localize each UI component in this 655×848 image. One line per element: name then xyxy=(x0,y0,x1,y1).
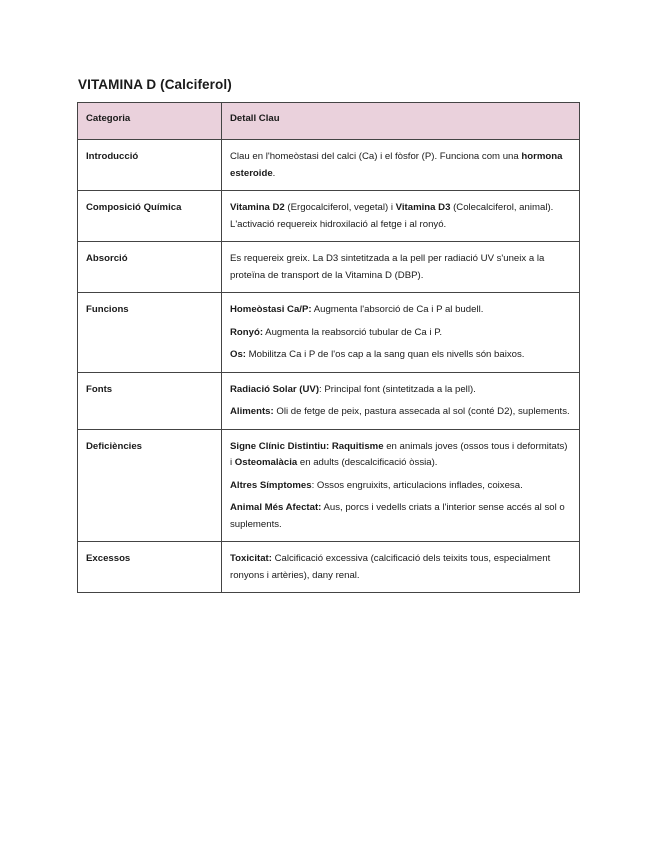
column-header-categoria: Categoria xyxy=(78,103,222,140)
detail-bold-text: Raquitisme xyxy=(331,440,384,452)
detail-text: Oli de fetge de peix, pastura assecada al sol (conté D2), suplements. xyxy=(273,406,570,417)
detail-line xyxy=(230,478,571,495)
detail-text: (Colecalciferol, animal). L'activació requereix hidroxilació al fetge i al ronyó. xyxy=(230,202,554,230)
detail-bold-text: Homeòstasi Ca/P: xyxy=(230,304,312,315)
table-row xyxy=(78,293,580,373)
table-row xyxy=(78,542,580,593)
detail-line xyxy=(230,347,571,364)
detail-bold-text: Osteomalàcia xyxy=(234,457,298,468)
detail-text: en adults (descalcificació òssia). xyxy=(297,457,438,468)
category-cell: Introducció xyxy=(78,140,222,191)
detail-bold-text: Toxicitat: xyxy=(230,553,272,564)
detail-text: . xyxy=(272,167,276,179)
detail-line xyxy=(230,404,571,421)
detail-text: : Principal font (sintetitzada a la pell). xyxy=(319,383,476,395)
detail-bold-text: Altres Símptomes xyxy=(230,479,312,491)
category-cell: Absorció xyxy=(78,242,222,293)
document-title: VITAMINA D (Calciferol) xyxy=(78,77,232,92)
detail-bold-text: hormona esteroide xyxy=(230,151,563,179)
detail-text: (Ergocalciferol, vegetal) i xyxy=(284,202,396,213)
table-row xyxy=(78,191,580,242)
detail-text: Clau en l'homeòstasi del calci (Ca) i el fòsfor (P). Funciona com una xyxy=(230,151,522,162)
detail-text: Augmenta la reabsorció tubular de Ca i P. xyxy=(263,326,443,338)
detail-bold-text: Vitamina D2 xyxy=(230,202,285,213)
detail-cell xyxy=(222,542,580,593)
category-cell: Fonts xyxy=(78,372,222,429)
detail-cell xyxy=(222,140,580,191)
detail-text: Es requereix greix. La D3 sintetitzada a la pell per radiació UV s'uneix a la proteïna de transport de la Vitamina D (DBP). xyxy=(230,253,545,281)
detail-line xyxy=(230,439,571,472)
table-row xyxy=(78,372,580,429)
detail-bold-text: Signe Clínic Distintiu: xyxy=(230,440,330,452)
detail-line xyxy=(230,200,571,233)
detail-text: Aus, porcs i vedells criats a l'interior sense accés al sol o suplements. xyxy=(230,502,565,530)
category-cell: Excessos xyxy=(78,542,222,593)
detail-line xyxy=(230,251,571,284)
table-header-row xyxy=(78,103,580,140)
detail-line xyxy=(230,551,571,584)
table-body xyxy=(78,140,580,593)
detail-bold-text: Animal Més Afectat: xyxy=(230,502,322,513)
detail-bold-text: Ronyó: xyxy=(230,326,264,338)
table-row xyxy=(78,429,580,542)
detail-cell xyxy=(222,429,580,542)
detail-bold-text: Radiació Solar (UV) xyxy=(230,383,320,395)
detail-cell xyxy=(222,242,580,293)
table-row xyxy=(78,140,580,191)
detail-line xyxy=(230,500,571,533)
category-cell: Composició Química xyxy=(78,191,222,242)
detail-bold-text: Os: xyxy=(230,349,246,360)
category-cell: Deficiències xyxy=(78,429,222,542)
detail-text: Calcificació excessiva (calcificació dels teixits tous, especialment ronyons i artèries), dany renal. xyxy=(230,553,551,581)
column-header-detall-clau: Detall Clau xyxy=(222,103,580,140)
detail-text: : Ossos engruixits, articulacions inflades, coixesa. xyxy=(311,479,523,491)
category-cell: Funcions xyxy=(78,293,222,373)
table-row xyxy=(78,242,580,293)
detail-bold-text: Vitamina D3 xyxy=(395,202,451,213)
detail-line xyxy=(230,382,571,399)
detail-line xyxy=(230,325,571,342)
detail-text: Mobilitza Ca i P de l'os cap a la sang quan els nivells són baixos. xyxy=(246,349,525,360)
detail-text: Augmenta l'absorció de Ca i P al budell. xyxy=(311,304,484,315)
detail-cell xyxy=(222,191,580,242)
vitamin-d-table xyxy=(77,102,580,593)
detail-line xyxy=(230,302,571,319)
detail-line xyxy=(230,149,571,182)
detail-text: en animals joves (ossos tous i deformitats) i xyxy=(230,440,568,468)
detail-cell xyxy=(222,293,580,373)
detail-bold-text: Aliments: xyxy=(230,406,274,417)
detail-cell xyxy=(222,372,580,429)
